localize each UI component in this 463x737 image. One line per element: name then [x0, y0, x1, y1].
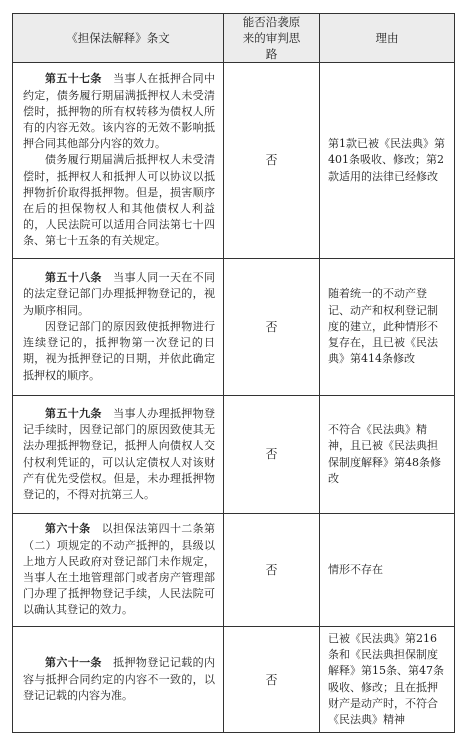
article-paragraph: 因登记部门的原因致使抵押物进行连续登记的，抵押物第一次登记的日期，视为抵押登记的日期，并依此确定抵押权的顺序。	[23, 319, 215, 382]
article-cell	[13, 627, 224, 733]
article-cell	[13, 63, 224, 259]
header-same-reasoning: 能否沿袭原来的审判思路	[224, 14, 320, 63]
table-header-row	[13, 14, 455, 63]
table-row	[13, 63, 455, 259]
reason-cell: 第1款已被《民法典》第401条吸收、修改；第2款适用的法律已经修改	[320, 63, 455, 259]
article-cell	[13, 514, 224, 627]
article-number: 第五十七条	[45, 72, 102, 86]
header-reason: 理由	[320, 14, 455, 63]
table-row	[13, 396, 455, 514]
reason-cell: 情形不存在	[320, 514, 455, 627]
article-paragraph: 第五十七条 当事人在抵押合同中约定，债务履行期届满抵押权人未受清偿时，抵押物的所有权转移为债权人所有的内容无效。该内容的无效不影响抵押合同其他部分内容的效力。	[23, 72, 216, 151]
article-paragraph: 第六十条 以担保法第四十二条第（二）项规定的不动产抵押的，县级以上地方人民政府对登记部门未作规定，当事人在土地管理部门或者房产管理部门办理了抵押物登记手续，人民法院可以确认其登记的效力。	[23, 522, 216, 617]
header-article: 《担保法解释》条文	[13, 14, 224, 63]
comparison-table	[12, 13, 455, 733]
answer-cell: 否	[224, 627, 320, 733]
table-row	[13, 514, 455, 627]
table-row	[13, 259, 455, 396]
article-number: 第五十八条	[45, 271, 102, 285]
article-paragraph: 第五十九条 当事人办理抵押物登记手续时，因登记部门的原因致使其无法办理抵押物登记，抵押人向债权人交付权利凭证的，可以认定债权人对该财产有优先受偿权。但是，未办理抵押物登记的，不得对抗第三人。	[23, 406, 216, 501]
article-number: 第六十条	[45, 522, 91, 536]
article-number: 第六十一条	[45, 656, 102, 670]
article-paragraph: 第五十八条 当事人同一天在不同的法定登记部门办理抵押物登记的，视为顺序相同。	[23, 271, 216, 317]
article-paragraph: 第六十一条 抵押物登记记载的内容与抵押合同约定的内容不一致的，以登记记载的内容为准。	[23, 656, 216, 702]
article-paragraph: 债务履行期届满后抵押权人未受清偿时，抵押权人和抵押人可以协议以抵押物折价取得抵押物。但是，损害顺序在后的担保物权人和其他债权人利益的，人民法院可以适用合同法第七十四条、第七十五条的有关规定。	[23, 153, 215, 248]
reason-cell: 已被《民法典》第216条和《民法典担保制度解释》第15条、第47条吸收、修改；且在抵押财产是动产时，不符合《民法典》精神	[320, 627, 455, 733]
article-cell	[13, 396, 224, 514]
reason-cell: 随着统一的不动产登记、动产和权利登记制度的建立，此种情形不复存在，且已被《民法典》第414条修改	[320, 259, 455, 396]
answer-cell: 否	[224, 259, 320, 396]
answer-cell: 否	[224, 63, 320, 259]
reason-cell: 不符合《民法典》精神，且已被《民法典担保制度解释》第48条修改	[320, 396, 455, 514]
answer-cell: 否	[224, 514, 320, 627]
article-cell	[13, 259, 224, 396]
answer-cell: 否	[224, 396, 320, 514]
article-number: 第五十九条	[45, 406, 102, 420]
table-row	[13, 627, 455, 733]
